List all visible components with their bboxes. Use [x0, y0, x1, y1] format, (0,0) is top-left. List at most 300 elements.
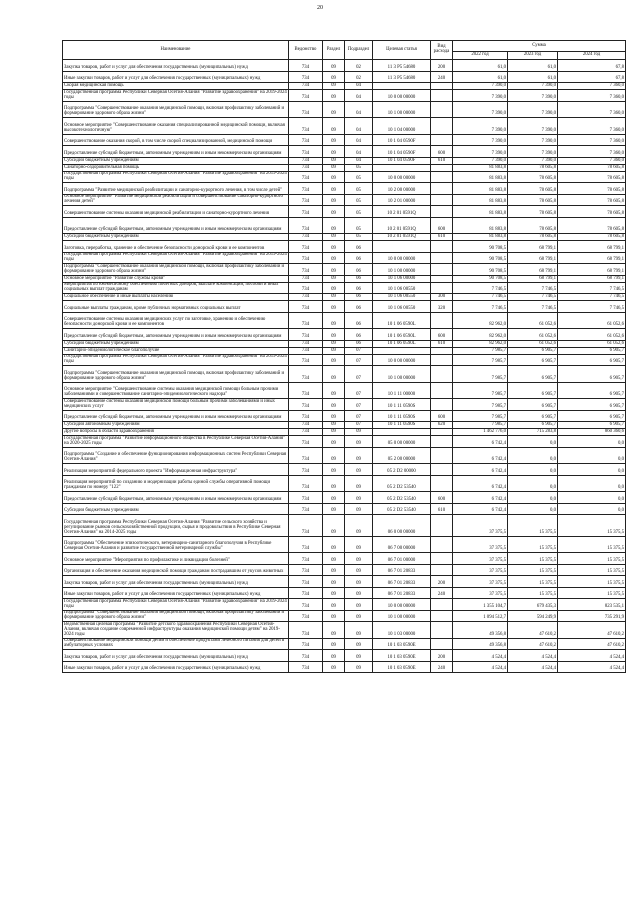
- row-value-2024: 7 746,5: [558, 294, 626, 301]
- table-row: [63, 71, 626, 83]
- row-expense-type: 620: [431, 422, 453, 429]
- row-section: 09: [323, 536, 345, 553]
- row-section: 09: [323, 587, 345, 599]
- row-value-2023: 15 375,5: [508, 536, 558, 553]
- row-subsection: 04: [345, 134, 373, 146]
- row-name: Подпрограмма "Совершенствование оказания медицинской помощи, включая профилактику заболеваний и формирование здорового образа жизни": [63, 610, 289, 622]
- row-target: 06 7 01 20833: [373, 587, 431, 599]
- row-name: Подпрограмма "Развитие медицинской реабилитации и санаторно-курортного лечения, в том числе детей": [63, 183, 289, 195]
- row-value-2024: 7 746,5: [558, 301, 626, 313]
- row-name: Предоставление субсидий бюджетным, автономным учреждениям и иным некоммерческим организациям: [63, 217, 289, 234]
- row-name: Государственная программа Республики Северная Осетия-Алания "Развитие сельского хозяйства и регулирование рынков сельскохозяйственной продукции, сырья и продовольствия в Республике Северная Осетия-Алания" на 2014-2025 годы: [63, 515, 289, 537]
- table-row: [63, 564, 626, 576]
- row-subsection: 02: [345, 71, 373, 83]
- row-value-2024: 78 605,8: [558, 164, 626, 171]
- table-row: [63, 101, 626, 118]
- row-name: Основное мероприятие "Совершенствование оказания специализированной медицинской помощи, включая высокотехнологичную": [63, 118, 289, 135]
- row-ministry: 734: [289, 206, 323, 218]
- row-name: Санитарно-эпидемиологическое благополучие: [63, 347, 289, 354]
- row-value-2022: 7 985,7: [453, 399, 508, 411]
- row-subsection: 05: [345, 234, 373, 241]
- row-target: 10 1 04 00000: [373, 118, 431, 135]
- row-name: Субсидии бюджетным учреждениям: [63, 234, 289, 241]
- row-value-2022: 37 375,5: [453, 576, 508, 588]
- row-value-2024: 735 291,9: [558, 610, 626, 622]
- row-subsection: 09: [345, 553, 373, 565]
- row-target: 10 0 00 00000: [373, 171, 431, 183]
- row-subsection: 04: [345, 146, 373, 158]
- row-ministry: 734: [289, 164, 323, 171]
- row-value-2023: 7 390,0: [508, 118, 558, 135]
- row-section: 09: [323, 553, 345, 565]
- row-section: 09: [323, 90, 345, 102]
- row-name: Подпрограмма "Создание и обеспечение функционирования информационных систем Республики Северная Осетия-Алания": [63, 447, 289, 464]
- row-value-2022: 1 355 104,7: [453, 599, 508, 611]
- row-name: Совершенствование оказания скорой, в том числе скорой специализированной, медицинской помощи: [63, 134, 289, 146]
- row-ministry: 734: [289, 464, 323, 476]
- row-expense-type: 200: [431, 60, 453, 72]
- row-expense-type: [431, 275, 453, 282]
- row-section: 09: [323, 661, 345, 673]
- row-value-2023: 61 052,6: [508, 312, 558, 329]
- row-name: Реализация мероприятий по созданию и модернизации работы единой службы оперативной помощи гражданам по номеру "122": [63, 475, 289, 492]
- row-value-2023: 78 605,8: [508, 217, 558, 234]
- table-row: [63, 301, 626, 313]
- row-value-2022: 1 462 776,0: [453, 429, 508, 436]
- table-row: [63, 194, 626, 206]
- table-row: [63, 312, 626, 329]
- row-subsection: 09: [345, 661, 373, 673]
- row-section: 09: [323, 447, 345, 464]
- row-target: 11 3 Р5 54680: [373, 71, 431, 83]
- row-section: 09: [323, 564, 345, 576]
- table-row: [63, 436, 626, 448]
- row-expense-type: [431, 101, 453, 118]
- row-section: 09: [323, 638, 345, 650]
- row-value-2023: 7 746,5: [508, 301, 558, 313]
- row-target: [373, 429, 431, 436]
- table-row: [63, 157, 626, 164]
- row-target: 10 1 06 00550: [373, 282, 431, 294]
- row-ministry: 734: [289, 399, 323, 411]
- row-target: 10 0 00 00000: [373, 252, 431, 264]
- table-row: [63, 294, 626, 301]
- row-value-2024: 78 605,8: [558, 234, 626, 241]
- row-value-2023: 61,0: [508, 71, 558, 83]
- row-subsection: 09: [345, 610, 373, 622]
- row-value-2024: 47 610,2: [558, 638, 626, 650]
- row-subsection: 09: [345, 429, 373, 436]
- row-value-2023: 679 435,3: [508, 599, 558, 611]
- row-value-2022: 81 883,8: [453, 171, 508, 183]
- row-name: Основное мероприятие "Развитие медицинской реабилитации и совершенствование санаторно-курортного лечения детей": [63, 194, 289, 206]
- row-subsection: 09: [345, 564, 373, 576]
- row-value-2024: 67,8: [558, 60, 626, 72]
- table-row: [63, 366, 626, 383]
- row-value-2023: 0,0: [508, 475, 558, 492]
- row-name: Иные закупки товаров, работ и услуг для обеспечения государственных (муниципальных) нужд: [63, 661, 289, 673]
- row-value-2022: 61,0: [453, 60, 508, 72]
- row-subsection: 09: [345, 622, 373, 639]
- row-expense-type: [431, 475, 453, 492]
- row-expense-type: [431, 399, 453, 411]
- row-value-2023: 6 905,7: [508, 422, 558, 429]
- row-value-2024: 0,0: [558, 436, 626, 448]
- row-value-2024: 15 375,5: [558, 515, 626, 537]
- row-section: 09: [323, 399, 345, 411]
- row-value-2024: 15 375,5: [558, 576, 626, 588]
- row-value-2023: 78 605,8: [508, 171, 558, 183]
- row-subsection: 05: [345, 164, 373, 171]
- row-value-2022: 82 962,0: [453, 329, 508, 341]
- page-number: 20: [317, 5, 323, 11]
- row-value-2022: 6 742,4: [453, 475, 508, 492]
- row-subsection: 09: [345, 638, 373, 650]
- row-value-2024: 6 905,7: [558, 347, 626, 354]
- row-value-2023: 7 390,0: [508, 90, 558, 102]
- row-expense-type: [431, 90, 453, 102]
- row-subsection: 05: [345, 171, 373, 183]
- row-value-2024: 15 375,5: [558, 536, 626, 553]
- table-row: [63, 587, 626, 599]
- row-value-2023: 0,0: [508, 436, 558, 448]
- row-name: Скорая медицинская помощь: [63, 83, 289, 90]
- row-target: [373, 164, 431, 171]
- row-subsection: 07: [345, 366, 373, 383]
- row-subsection: 05: [345, 206, 373, 218]
- table-row: [63, 661, 626, 673]
- row-value-2022: 90 708,5: [453, 241, 508, 253]
- row-subsection: 04: [345, 90, 373, 102]
- row-subsection: 06: [345, 294, 373, 301]
- row-value-2022: 7 746,5: [453, 301, 508, 313]
- table-row: [63, 610, 626, 622]
- row-section: 09: [323, 429, 345, 436]
- table-header: [63, 41, 626, 60]
- row-name: Заготовка, переработка, хранение и обеспечение безопасности донорской крови и ее компонентов: [63, 241, 289, 253]
- row-ministry: 734: [289, 515, 323, 537]
- row-value-2024: 7 360,0: [558, 134, 626, 146]
- table-row: [63, 134, 626, 146]
- row-name: Санаторно-оздоровительная помощь: [63, 164, 289, 171]
- row-value-2023: 7 746,5: [508, 294, 558, 301]
- row-expense-type: 200: [431, 650, 453, 662]
- row-value-2023: 4 524,4: [508, 650, 558, 662]
- row-value-2023: 7 390,0: [508, 146, 558, 158]
- row-subsection: 09: [345, 515, 373, 537]
- row-value-2022: 61,0: [453, 71, 508, 83]
- table-row: [63, 429, 626, 436]
- row-ministry: 734: [289, 382, 323, 399]
- row-ministry: 734: [289, 587, 323, 599]
- row-subsection: 09: [345, 436, 373, 448]
- row-name: Государственная программа Республики Северная Осетия-Алания "Развитие здравоохранения" на 2019-2024 годы: [64, 354, 287, 365]
- row-value-2023: 0,0: [508, 447, 558, 464]
- row-ministry: 734: [289, 638, 323, 650]
- row-section: 09: [323, 464, 345, 476]
- table-row: [63, 492, 626, 504]
- row-section: 09: [323, 347, 345, 354]
- row-section: 09: [323, 475, 345, 492]
- row-value-2023: 15 375,5: [508, 515, 558, 537]
- row-expense-type: [431, 171, 453, 183]
- row-value-2024: 67,8: [558, 71, 626, 83]
- row-ministry: 734: [289, 194, 323, 206]
- row-value-2023: 15 375,5: [508, 587, 558, 599]
- row-value-2023: 594 249,9: [508, 610, 558, 622]
- row-name: Субсидии бюджетным учреждениям: [63, 157, 289, 164]
- row-value-2023: 61 052,6: [508, 329, 558, 341]
- row-expense-type: 610: [431, 157, 453, 164]
- row-subsection: 06: [345, 275, 373, 282]
- row-value-2022: 49 356,8: [453, 638, 508, 650]
- row-ministry: 734: [289, 576, 323, 588]
- header-year-2024: 2024 год: [558, 52, 626, 60]
- row-value-2024: 68 799,1: [558, 275, 626, 282]
- row-value-2024: 4 524,4: [558, 661, 626, 673]
- row-section: 09: [323, 503, 345, 515]
- row-value-2022: 7 985,7: [453, 410, 508, 422]
- row-name: Предоставление субсидий бюджетным, автономным учреждениям и иным некоммерческим организациям: [63, 410, 289, 422]
- row-subsection: 07: [345, 354, 373, 366]
- table-row: [63, 146, 626, 158]
- row-ministry: 734: [289, 252, 323, 264]
- row-value-2022: 7 985,7: [453, 366, 508, 383]
- table-row: [63, 622, 626, 639]
- row-ministry: 734: [289, 492, 323, 504]
- row-section: 09: [323, 134, 345, 146]
- row-value-2022: 7 985,7: [453, 354, 508, 366]
- row-name: Государственная программа Республики Северная Осетия-Алания "Развитие здравоохранения" на 2019-2024 годы: [64, 252, 287, 263]
- row-value-2022: 82 962,0: [453, 340, 508, 347]
- row-value-2024: 6 905,7: [558, 422, 626, 429]
- row-subsection: 07: [345, 382, 373, 399]
- row-value-2024: 78 605,8: [558, 194, 626, 206]
- row-ministry: 734: [289, 599, 323, 611]
- row-value-2024: 0,0: [558, 447, 626, 464]
- row-value-2024: 7 360,0: [558, 83, 626, 90]
- row-subsection: 06: [345, 241, 373, 253]
- table-row: [63, 410, 626, 422]
- row-section: 09: [323, 264, 345, 276]
- table-row: [63, 241, 626, 253]
- row-ministry: 734: [289, 183, 323, 195]
- row-expense-type: 300: [431, 294, 453, 301]
- row-expense-type: [431, 164, 453, 171]
- row-value-2023: 78 605,8: [508, 194, 558, 206]
- row-value-2022: 81 883,8: [453, 194, 508, 206]
- row-expense-type: [431, 347, 453, 354]
- row-value-2023: 78 605,8: [508, 234, 558, 241]
- table-row: [63, 553, 626, 565]
- row-expense-type: 610: [431, 340, 453, 347]
- row-name: Предоставление субсидий бюджетным, автономным учреждениям и иным некоммерческим организациям: [63, 329, 289, 341]
- row-value-2023: 6 905,7: [508, 382, 558, 399]
- row-value-2024: 7 360,0: [558, 90, 626, 102]
- row-value-2022: 7 390,0: [453, 157, 508, 164]
- row-value-2022: 37 375,5: [453, 564, 508, 576]
- row-subsection: 07: [345, 422, 373, 429]
- header-subsection: Подраздел: [345, 41, 373, 60]
- row-ministry: 734: [289, 90, 323, 102]
- row-name: Ведомственная целевая программа "Развитие детского здравоохранения Республики Северная Осетия-Алания, включая создание современной инфраструктуры оказания медицинской помощи детям" на 2019-2024 годы: [63, 622, 289, 639]
- header-target: Целевая статья: [373, 41, 431, 60]
- row-expense-type: 240: [431, 661, 453, 673]
- row-expense-type: [431, 610, 453, 622]
- row-name: Организация и обеспечение оказания медицинской помощи гражданам пострадавшим от укусов животных: [63, 564, 289, 576]
- row-expense-type: 320: [431, 301, 453, 313]
- row-value-2023: 0,0: [508, 503, 558, 515]
- row-section: 09: [323, 101, 345, 118]
- row-value-2023: 7 390,0: [508, 157, 558, 164]
- table-row: [63, 382, 626, 399]
- row-value-2022: 7 390,0: [453, 118, 508, 135]
- row-expense-type: [431, 536, 453, 553]
- row-expense-type: [431, 553, 453, 565]
- row-ministry: 734: [289, 101, 323, 118]
- row-subsection: 09: [345, 587, 373, 599]
- row-ministry: 734: [289, 134, 323, 146]
- row-value-2024: 78 605,8: [558, 183, 626, 195]
- row-expense-type: [431, 564, 453, 576]
- table-row: [63, 329, 626, 341]
- row-subsection: 06: [345, 282, 373, 294]
- row-section: 09: [323, 146, 345, 158]
- row-value-2022: 81 883,8: [453, 183, 508, 195]
- row-value-2022: 7 746,5: [453, 294, 508, 301]
- row-value-2024: 15 375,5: [558, 587, 626, 599]
- row-value-2023: 68 799,1: [508, 241, 558, 253]
- row-target: [373, 83, 431, 90]
- row-ministry: 734: [289, 241, 323, 253]
- header-expense-type: Вид расхода: [431, 41, 453, 60]
- row-name: Совершенствование системы оказания медицинской помощи больным прочими заболеваниями и иных медицинских услуг: [63, 399, 289, 411]
- row-section: 09: [323, 83, 345, 90]
- row-value-2023: 7 390,0: [508, 83, 558, 90]
- row-target: 10 1 11 0590S: [373, 399, 431, 411]
- row-section: 09: [323, 171, 345, 183]
- row-target: 10 1 00 00000: [373, 264, 431, 276]
- row-ministry: 734: [289, 329, 323, 341]
- row-value-2022: 7 985,7: [453, 422, 508, 429]
- row-value-2024: 6 905,7: [558, 354, 626, 366]
- row-value-2024: 860 360,6: [558, 429, 626, 436]
- row-subsection: 07: [345, 347, 373, 354]
- row-ministry: 734: [289, 171, 323, 183]
- row-expense-type: 240: [431, 587, 453, 599]
- row-expense-type: [431, 436, 453, 448]
- row-value-2022: 37 375,5: [453, 515, 508, 537]
- row-subsection: 04: [345, 157, 373, 164]
- row-section: 09: [323, 340, 345, 347]
- row-target: 10 1 03 0590E: [373, 661, 431, 673]
- row-section: 09: [323, 622, 345, 639]
- row-expense-type: [431, 638, 453, 650]
- row-section: 09: [323, 599, 345, 611]
- row-expense-type: 600: [431, 146, 453, 158]
- row-name: Государственная программа Республики Северная Осетия-Алания "Развитие здравоохранения" на 2019-2024 годы: [64, 89, 287, 100]
- row-value-2023: 7 390,0: [508, 134, 558, 146]
- row-section: 09: [323, 366, 345, 383]
- header-sum: Сумма: [453, 41, 626, 52]
- row-expense-type: 600: [431, 217, 453, 234]
- row-target: 05 2 00 00000: [373, 447, 431, 464]
- row-name: Основное мероприятие "Развитие службы крови": [63, 275, 289, 282]
- row-expense-type: [431, 206, 453, 218]
- row-subsection: 05: [345, 183, 373, 195]
- row-target: 10 1 06 00000: [373, 275, 431, 282]
- row-ministry: 734: [289, 564, 323, 576]
- row-value-2024: 47 610,2: [558, 622, 626, 639]
- row-value-2024: 7 360,0: [558, 146, 626, 158]
- row-name: Государственная программа Республики Северная Осетия-Алания "Развитие здравоохранения" на 2019-2024 годы: [64, 171, 287, 182]
- row-target: 10 2 01 00000: [373, 194, 431, 206]
- row-target: 10 1 06 00550: [373, 294, 431, 301]
- row-target: 10 0 00 00000: [373, 90, 431, 102]
- row-value-2024: 68 799,1: [558, 241, 626, 253]
- row-name: Основное мероприятие "Совершенствование системы оказания медицинской помощи больным прочими заболеваниями и совершенствование санитарно-эпидемиологического надзора": [63, 382, 289, 399]
- table-row: [63, 475, 626, 492]
- row-target: 10 1 00 00000: [373, 101, 431, 118]
- row-target: 10 1 06 0590L: [373, 340, 431, 347]
- header-name: Наименование: [63, 41, 289, 60]
- row-value-2024: 6 905,7: [558, 410, 626, 422]
- budget-table: [62, 40, 626, 673]
- row-section: 09: [323, 650, 345, 662]
- row-value-2022: 81 883,8: [453, 234, 508, 241]
- row-expense-type: [431, 194, 453, 206]
- row-section: 09: [323, 206, 345, 218]
- row-target: 05 2 D2 00000: [373, 464, 431, 476]
- row-value-2024: 0,0: [558, 492, 626, 504]
- row-expense-type: [431, 252, 453, 264]
- row-expense-type: [431, 118, 453, 135]
- row-target: 10 1 04 0590F: [373, 157, 431, 164]
- row-expense-type: 600: [431, 492, 453, 504]
- row-value-2023: 68 799,1: [508, 275, 558, 282]
- row-name: Подпрограмма "Обеспечение эпизоотического, ветеринарно-санитарного благополучия в Республике Северная Осетия-Алания и развитие государственной ветеринарной службы": [63, 536, 289, 553]
- row-subsection: 06: [345, 329, 373, 341]
- table-row: [63, 60, 626, 72]
- row-value-2022: 7 746,5: [453, 282, 508, 294]
- row-value-2022: 37 375,5: [453, 536, 508, 553]
- row-target: 06 7 01 00000: [373, 553, 431, 565]
- row-value-2022: 7 390,0: [453, 90, 508, 102]
- row-value-2022: 7 390,0: [453, 101, 508, 118]
- row-expense-type: [431, 183, 453, 195]
- row-value-2024: 61 052,6: [558, 312, 626, 329]
- row-value-2023: 78 605,8: [508, 206, 558, 218]
- row-expense-type: [431, 241, 453, 253]
- row-target: 10 2 01 0591Q: [373, 217, 431, 234]
- table-row: [63, 638, 626, 650]
- row-value-2023: 47 610,2: [508, 622, 558, 639]
- row-value-2024: 0,0: [558, 464, 626, 476]
- row-name: Социальные выплаты гражданам, кроме публичных нормативных социальных выплат: [63, 301, 289, 313]
- row-name: Основное мероприятие "Мероприятия по профилактике и ликвидации болезней": [63, 553, 289, 565]
- row-value-2022: 6 742,4: [453, 447, 508, 464]
- row-value-2023: 6 905,7: [508, 354, 558, 366]
- row-expense-type: [431, 382, 453, 399]
- row-target: 10 1 06 00550: [373, 301, 431, 313]
- row-name: Субсидии автономным учреждениям: [63, 422, 289, 429]
- row-name: Другие вопросы в области здравоохранения: [63, 429, 289, 436]
- table-row: [63, 464, 626, 476]
- row-section: 09: [323, 301, 345, 313]
- row-value-2024: 78 605,8: [558, 171, 626, 183]
- row-value-2022: 81 883,8: [453, 217, 508, 234]
- row-target: 10 2 01 0591Q: [373, 206, 431, 218]
